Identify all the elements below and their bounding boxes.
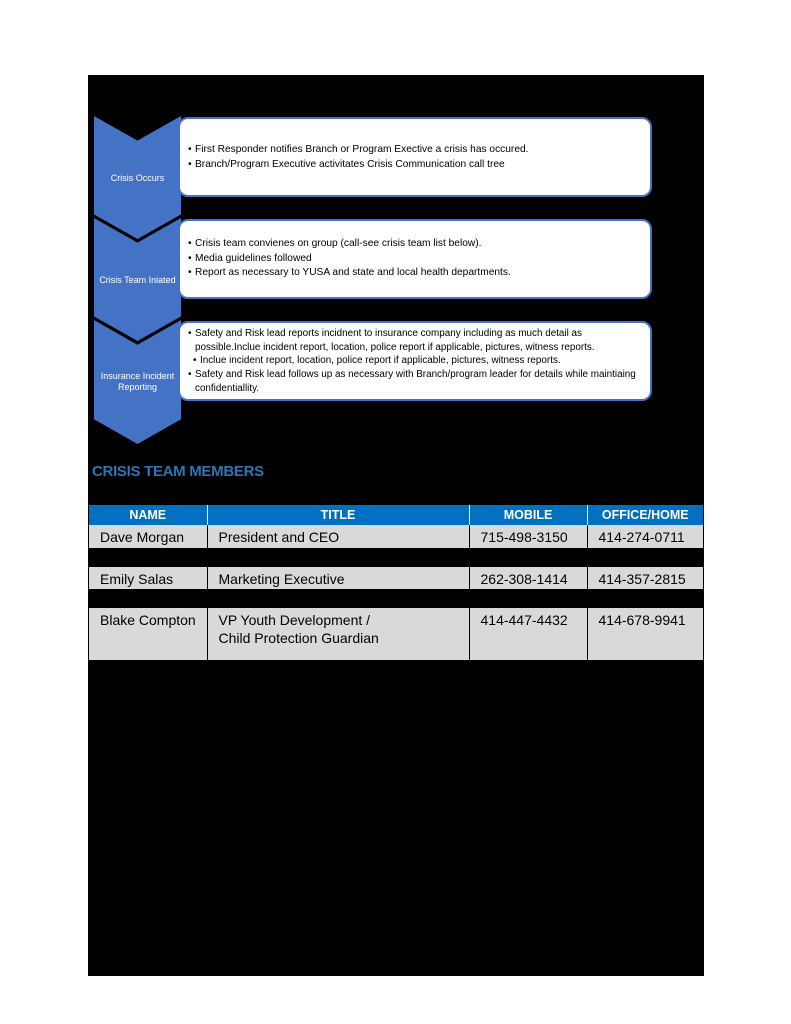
- crisis-team-heading: CRISIS TEAM MEMBERS: [92, 463, 264, 480]
- step-bullet: • Branch/Program Executive activitates Crisis Communication call tree: [188, 158, 638, 173]
- column-header-name: NAME: [89, 505, 207, 525]
- step-bullet: • Report as necessary to YUSA and state and local health departments.: [188, 266, 638, 281]
- column-header-office: OFFICE/HOME: [587, 505, 703, 525]
- step-bullet: • Inclue incident report, location, police report if applicable, pictures, witness reports.: [188, 354, 638, 368]
- member-name: Dave Morgan: [89, 525, 207, 548]
- step-bullet: • Crisis team convienes on group (call-see crisis team list below).: [188, 237, 638, 252]
- member-mobile: 715-498-3150: [469, 525, 587, 548]
- member-mobile: 414-447-4432: [469, 608, 587, 660]
- step-label: Crisis Occurs: [110, 173, 165, 183]
- step-label: Insurance Incident Reporting: [100, 371, 175, 392]
- member-office: 414-274-0711: [587, 525, 703, 548]
- member-name: Blake Compton: [89, 608, 207, 660]
- member-title: President and CEO: [207, 525, 469, 548]
- table-row: [89, 525, 703, 548]
- column-header-mobile: MOBILE: [469, 505, 587, 525]
- member-title: Marketing Executive: [207, 567, 469, 590]
- step-bullet: • Media guidelines followed: [188, 252, 638, 267]
- step-bullet: • Safety and Risk lead follows up as necessary with Branch/program leader for details while maintiaing confidentiallity.: [188, 368, 638, 395]
- row-spacer: [89, 590, 703, 609]
- step-box-insurance: [178, 321, 652, 401]
- row-spacer: [89, 548, 703, 567]
- member-name: Emily Salas: [89, 567, 207, 590]
- step-bullet: • First Responder notifies Branch or Program Exective a crisis has occured.: [188, 143, 638, 158]
- member-title: VP Youth Development / Child Protection Guardian: [207, 608, 469, 660]
- step-bullet: • Safety and Risk lead reports incidnent to insurance company including as much detail as possible.Inclue incident report, location, police report if applicable, pictures, witness reports.: [188, 327, 638, 354]
- step-label: Crisis Team Iniated: [99, 275, 176, 285]
- table-header-row: [89, 505, 703, 525]
- member-mobile: 262-308-1414: [469, 567, 587, 590]
- table-row: [89, 567, 703, 590]
- column-header-title: TITLE: [207, 505, 469, 525]
- step-box-crisis-team: [178, 219, 652, 299]
- table-row: [89, 608, 703, 660]
- crisis-team-table: [89, 505, 703, 661]
- step-box-crisis-occurs: [178, 117, 652, 197]
- member-office: 414-678-9941: [587, 608, 703, 660]
- member-office: 414-357-2815: [587, 567, 703, 590]
